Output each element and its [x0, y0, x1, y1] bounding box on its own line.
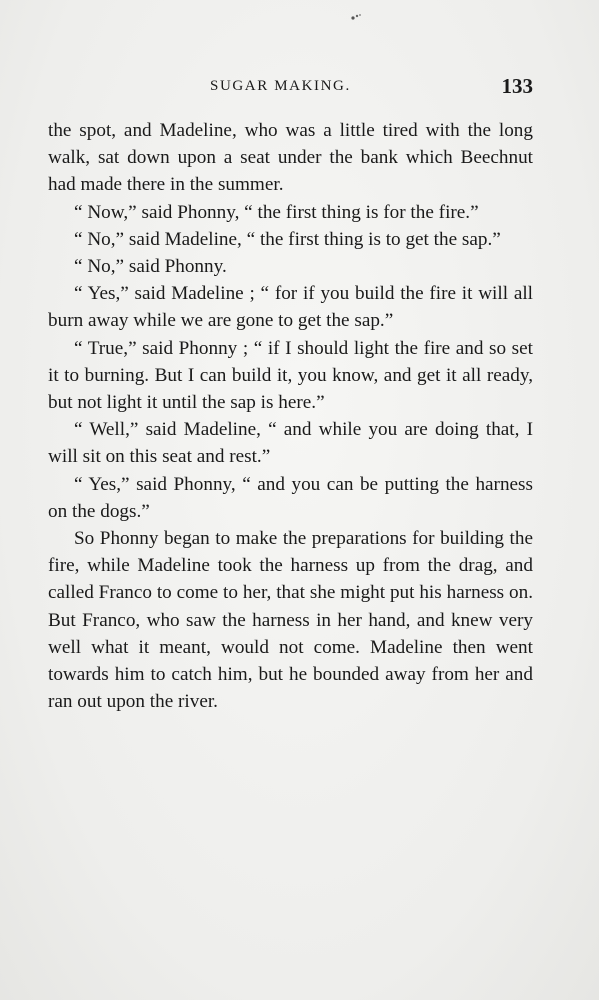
page-number: 133 [501, 74, 533, 98]
page-header [48, 76, 533, 100]
paragraph: So Phonny began to make the preparations for building the fire, while Madeline took the harness up from the drag, and called Franco to come to her, that she might put his harness on. But Franco, who saw the harness in her hand, and knew very well what it meant, would not come. Madeline then went towards him to catch him, but he bounded away from her and ran out upon the river. [48, 528, 533, 713]
paragraph: “ Well,” said Madeline, “ and while you are doing that, I will sit on this seat and rest.” [48, 419, 533, 468]
body-text [48, 117, 533, 715]
paragraph: “ True,” said Phonny ; “ if I should light the fire and so set it to burning. But I can build it, you know, and get it all ready, but not light it until the sap is here.” [48, 337, 533, 414]
paragraph: “ No,” said Phonny. [74, 256, 227, 278]
paragraph: “ No,” said Madeline, “ the first thing is to get the sap.” [74, 228, 501, 250]
paragraph: the spot, and Madeline, who was a little tired with the long walk, sat down upon a seat under the bank which Beechnut had made there in the summer. [48, 120, 533, 196]
running-head: SUGAR MAKING. [210, 78, 351, 94]
ink-speck [349, 12, 363, 22]
paragraph: “ Yes,” said Phonny, “ and you can be putting the harness on the dogs.” [48, 473, 533, 522]
paragraph: “ Now,” said Phonny, “ the first thing is for the fire.” [74, 201, 479, 223]
paragraph: “ Yes,” said Madeline ; “ for if you build the fire it will all burn away while we are gone to get the sap.” [48, 283, 533, 332]
